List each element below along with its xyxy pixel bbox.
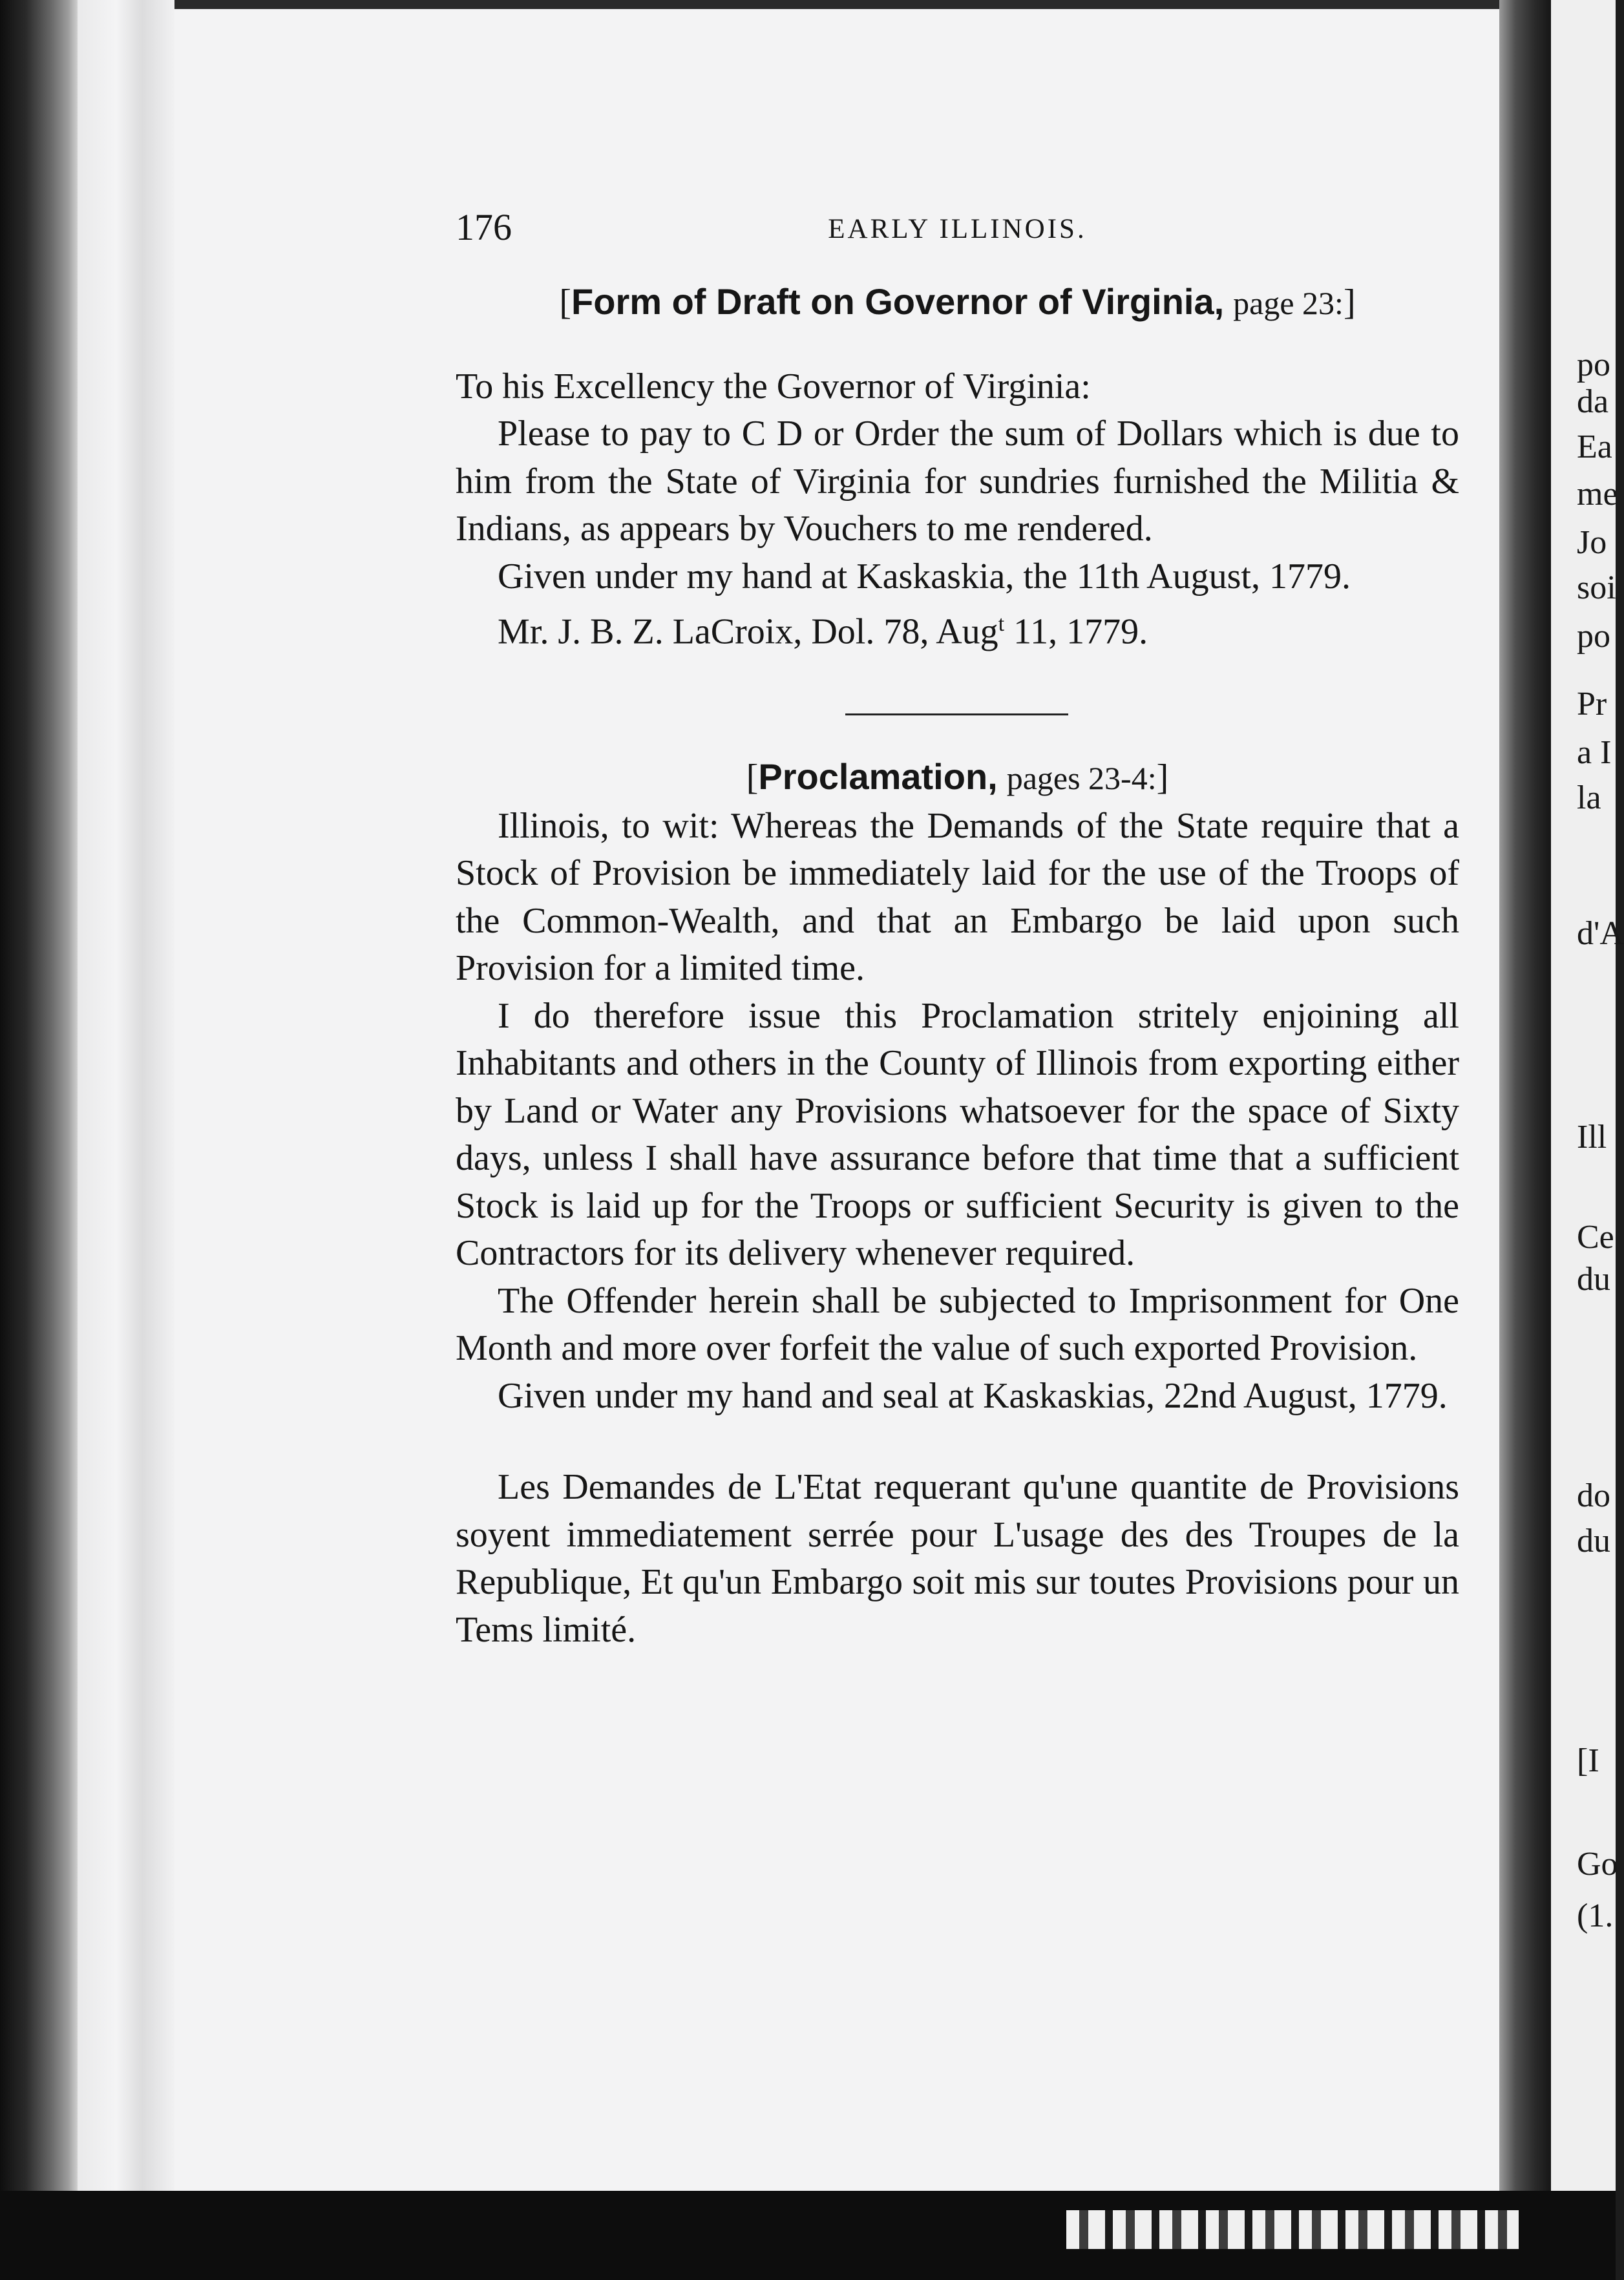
heading-page-ref: pages 23-4: [1006, 760, 1157, 797]
page-header [456, 206, 1459, 257]
facing-page-fragment: po [1577, 618, 1610, 655]
draft-signature: Mr. J. B. Z. LaCroix, Dol. 78, Aug$^t$ 11, 1779. [498, 611, 1148, 652]
facing-page-fragment: [I [1577, 1742, 1599, 1779]
proclamation-para: Illinois, to wit: Whereas the Demands of the State require that a Stock of Provision be immediately laid for the use of the Troops of the Common-Wealth, and that an Embargo be laid upon such Provision for a limited time. [456, 805, 1459, 989]
page-top-border [174, 0, 1499, 9]
section-heading-draft: [Form of Draft on Governor of Virginia, page 23:] [559, 281, 1356, 322]
facing-page-fragment: du [1577, 1261, 1610, 1298]
heading-page-ref: page 23: [1233, 285, 1344, 321]
section-heading-proclamation: [Proclamation, pages 23-4:] [746, 756, 1169, 798]
heading-title: Proclamation, [758, 756, 998, 797]
page-body [456, 278, 1459, 1654]
book-gutter [1499, 0, 1551, 2280]
facing-page-fragment: soi [1577, 569, 1616, 606]
facing-page-fragment: po [1577, 346, 1610, 383]
draft-body: Please to pay to C D or Order the sum of Dollars which is due to him from the State of Virginia for sundries furnished the Militia & Indians, as appears by Vouchers to me rendered. [456, 414, 1459, 549]
facing-page-fragment: da [1577, 383, 1609, 420]
page-stack-edge [78, 0, 174, 2280]
section-divider [845, 713, 1068, 715]
scan-edge-marks [1066, 2210, 1519, 2249]
facing-page-fragment: la [1577, 779, 1601, 816]
facing-page-fragment: Jo [1577, 524, 1607, 561]
facing-page-fragment: me [1577, 476, 1618, 512]
draft-given: Given under my hand at Kaskaskia, the 11th August, 1779. [498, 556, 1351, 596]
facing-page-fragment: Pr [1577, 686, 1607, 723]
french-text: Les Demandes de L'Etat requerant qu'une quantite de Provisions soyent immediatement serrée pour L'usage des des Troupes de la Republique, Et qu'un Embargo soit mis sur toutes Provisions pour un Tems limité. [456, 1467, 1459, 1650]
proclamation-given: Given under my hand and seal at Kaskaskias, 22nd August, 1779. [498, 1375, 1448, 1416]
facing-page-fragment: Ill [1577, 1119, 1607, 1156]
facing-page-fragment: du [1577, 1523, 1610, 1559]
book-edge-left [0, 0, 78, 2280]
facing-page-fragment: Ea [1577, 428, 1612, 465]
page-number: 176 [456, 206, 512, 248]
facing-page-fragment: (1. [1577, 1897, 1614, 1934]
draft-address: To his Excellency the Governor of Virginia: [456, 366, 1091, 406]
proclamation-para: I do therefore issue this Proclamation stritely enjoining all Inhabitants and others in the County of Illinois from exporting either by Land or Water any Provisions whatsoever for the space of Sixty days, unless I shall have assurance before that time that a sufficient Stock is laid up for the Troops or sufficient Security is given to the Contractors for its delivery whenever required. [456, 995, 1459, 1274]
facing-page-fragment: do [1577, 1477, 1610, 1514]
facing-page-fragment: a I [1577, 734, 1612, 771]
facing-page-fragment: Ce [1577, 1219, 1614, 1256]
heading-title: Form of Draft on Governor of Virginia, [571, 281, 1225, 322]
running-head: EARLY ILLINOIS. [828, 214, 1087, 244]
facing-page-fragment: d'A [1577, 915, 1624, 952]
facing-page-fragment: Go [1577, 1846, 1618, 1883]
proclamation-para: The Offender herein shall be subjected to Imprisonment for One Month and more over forfeit the value of such exported Provision. [456, 1280, 1459, 1369]
